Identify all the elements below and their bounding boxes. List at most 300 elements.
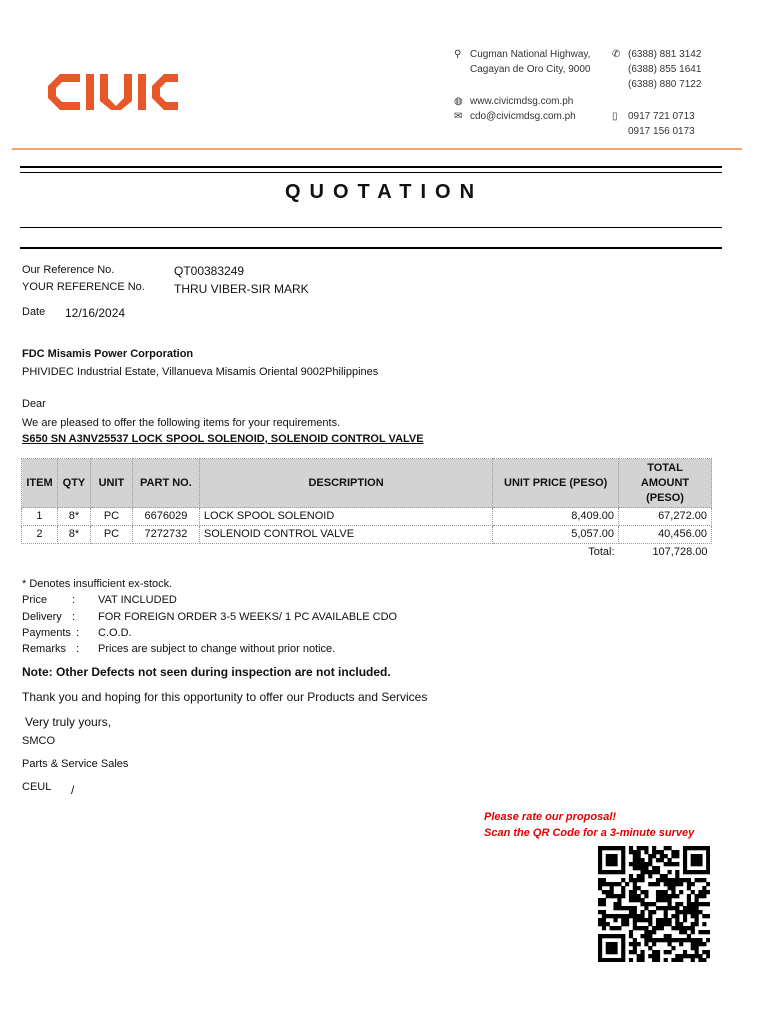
qr-module: [637, 846, 641, 850]
qr-module: [660, 898, 664, 902]
qr-module: [671, 854, 675, 858]
qr-module: [644, 894, 648, 898]
qr-module: [640, 958, 644, 962]
qr-module: [706, 862, 710, 866]
date-label: Date: [22, 306, 46, 318]
qr-module: [656, 958, 660, 962]
qr-module: [613, 958, 617, 962]
qr-module: [695, 854, 699, 858]
cell-part-no: 6676029: [132, 508, 199, 526]
qr-module: [695, 918, 699, 922]
qr-module: [644, 938, 648, 942]
qr-module: [652, 866, 656, 870]
qr-module: [629, 898, 633, 902]
qr-module: [668, 870, 672, 874]
term-colon: :: [76, 643, 80, 655]
qr-module: [617, 870, 621, 874]
qr-module: [617, 934, 621, 938]
qr-module: [633, 878, 637, 882]
qr-module: [656, 870, 660, 874]
qr-module: [671, 862, 675, 866]
qr-module: [598, 870, 602, 874]
qr-module: [648, 914, 652, 918]
qr-module: [598, 922, 602, 926]
qr-module: [702, 890, 706, 894]
civic-logo-graphic: [46, 70, 178, 114]
qr-module: [613, 942, 617, 946]
qr-module: [633, 946, 637, 950]
qr-module: [675, 938, 679, 942]
col-header-total-amount: TOTAL AMOUNT (PESO): [619, 459, 712, 508]
qr-module: [644, 934, 648, 938]
qr-module: [706, 950, 710, 954]
qr-module: [687, 902, 691, 906]
qr-module: [691, 862, 695, 866]
qr-module: [629, 850, 633, 854]
qr-module: [633, 926, 637, 930]
qr-module: [687, 926, 691, 930]
qr-module: [675, 910, 679, 914]
qr-module: [656, 866, 660, 870]
page-title: QUOTATION: [284, 181, 484, 203]
qr-module: [671, 890, 675, 894]
qr-module: [637, 866, 641, 870]
qr-module: [633, 882, 637, 886]
qr-module: [648, 858, 652, 862]
qr-module: [617, 902, 621, 906]
qr-module: [683, 938, 687, 942]
qr-module: [629, 914, 633, 918]
qr-module: [598, 878, 602, 882]
qr-module: [668, 950, 672, 954]
qr-module: [675, 850, 679, 854]
qr-module: [698, 942, 702, 946]
qr-module: [660, 850, 664, 854]
qr-module: [664, 918, 668, 922]
customer-name: FDC Misamis Power Corporation: [22, 348, 194, 360]
qr-module: [706, 846, 710, 850]
qr-module: [621, 850, 625, 854]
qr-module: [640, 870, 644, 874]
qr-module: [664, 922, 668, 926]
qr-module: [598, 866, 602, 870]
qr-module: [629, 942, 633, 946]
qr-module: [675, 914, 679, 918]
cell-unit: PC: [90, 508, 132, 526]
qr-module: [621, 942, 625, 946]
qr-module: [598, 938, 602, 942]
title-rule-top: [20, 166, 722, 168]
qr-module: [656, 938, 660, 942]
qr-module: [648, 862, 652, 866]
qr-module: [606, 854, 610, 858]
qr-module: [652, 930, 656, 934]
qr-module: [668, 942, 672, 946]
qr-module: [621, 950, 625, 954]
our-reference-label: Our Reference No.: [22, 264, 115, 276]
qr-module: [598, 862, 602, 866]
thanks-line: Thank you and hoping for this opportunity to offer our Products and Services: [22, 690, 428, 704]
qr-module: [613, 870, 617, 874]
qr-module: [644, 862, 648, 866]
qr-module: [660, 874, 664, 878]
qr-module: [668, 882, 672, 886]
qr-module: [671, 906, 675, 910]
qr-module: [706, 954, 710, 958]
qr-module: [613, 882, 617, 886]
qr-module: [610, 942, 614, 946]
qr-module: [648, 874, 652, 878]
qr-module: [702, 894, 706, 898]
cell-description: SOLENOID CONTROL VALVE: [199, 526, 492, 544]
qr-module: [695, 922, 699, 926]
qr-module: [652, 910, 656, 914]
qr-module: [629, 950, 633, 954]
qr-module: [660, 922, 664, 926]
qr-module: [683, 926, 687, 930]
qr-module: [640, 874, 644, 878]
qr-module: [637, 886, 641, 890]
our-reference-value: QT00383249: [174, 264, 245, 278]
qr-module: [637, 898, 641, 902]
qr-module: [671, 938, 675, 942]
qr-module: [675, 922, 679, 926]
qr-module: [602, 922, 606, 926]
qr-module: [629, 874, 633, 878]
qr-module: [660, 918, 664, 922]
section-rule: [20, 247, 722, 249]
qr-module: [621, 914, 625, 918]
qr-module: [637, 874, 641, 878]
qr-module: [664, 862, 668, 866]
qr-module: [671, 886, 675, 890]
qr-module: [598, 846, 602, 850]
qr-module: [633, 950, 637, 954]
mobile-2: 0917 156 0173: [628, 126, 695, 137]
qr-module: [664, 914, 668, 918]
qr-module: [644, 906, 648, 910]
qr-module: [660, 926, 664, 930]
qr-module: [598, 918, 602, 922]
qr-module: [598, 958, 602, 962]
qr-module: [633, 866, 637, 870]
qr-module: [633, 898, 637, 902]
qr-module: [687, 894, 691, 898]
qr-module: [613, 950, 617, 954]
qr-module: [695, 862, 699, 866]
qr-module: [668, 898, 672, 902]
cell-unit-price: 5,057.00: [493, 526, 619, 544]
qr-module: [637, 894, 641, 898]
qr-module: [610, 894, 614, 898]
website-link[interactable]: www.civicmdsg.com.ph: [470, 96, 574, 107]
qr-module: [652, 926, 656, 930]
qr-module: [640, 934, 644, 938]
address-line-2: Cagayan de Oro City, 9000: [470, 64, 591, 75]
closing-department: Parts & Service Sales: [22, 758, 129, 770]
qr-module: [656, 850, 660, 854]
qr-module: [675, 894, 679, 898]
qr-module: [698, 870, 702, 874]
qr-module: [660, 878, 664, 882]
qr-module: [691, 942, 695, 946]
company-phones: [612, 47, 702, 92]
qr-module: [668, 934, 672, 938]
qr-module: [668, 862, 672, 866]
qr-module: [598, 946, 602, 950]
qr-module: [695, 914, 699, 918]
qr-module: [687, 910, 691, 914]
qr-module: [598, 858, 602, 862]
qr-module: [610, 854, 614, 858]
qr-module: [706, 854, 710, 858]
qr-module: [598, 910, 602, 914]
qr-module: [629, 910, 633, 914]
qr-module: [698, 894, 702, 898]
qr-module: [652, 882, 656, 886]
qr-module: [671, 914, 675, 918]
cell-part-no: 7272732: [132, 526, 199, 544]
qr-module: [629, 934, 633, 938]
qr-module: [683, 862, 687, 866]
email-link[interactable]: cdo@civicmdsg.com.ph: [470, 111, 576, 122]
cell-amount: 40,456.00: [619, 526, 712, 544]
qr-module: [606, 950, 610, 954]
qr-module: [675, 954, 679, 958]
qr-module: [679, 910, 683, 914]
qr-module: [668, 906, 672, 910]
qr-module: [683, 914, 687, 918]
qr-module: [625, 922, 629, 926]
qr-module: [613, 894, 617, 898]
qr-module: [652, 870, 656, 874]
qr-module: [640, 914, 644, 918]
qr-module: [698, 938, 702, 942]
mobile-1: 0917 721 0713: [628, 111, 695, 122]
qr-module: [656, 894, 660, 898]
qr-module: [613, 906, 617, 910]
qr-module: [637, 954, 641, 958]
qr-module: [637, 918, 641, 922]
qr-module: [621, 870, 625, 874]
cell-description: LOCK SPOOL SOLENOID: [199, 508, 492, 526]
qr-module: [610, 946, 614, 950]
qr-module: [648, 934, 652, 938]
items-table: [21, 458, 712, 561]
qr-module: [683, 850, 687, 854]
qr-module: [625, 918, 629, 922]
qr-module: [691, 858, 695, 862]
qr-module: [695, 950, 699, 954]
cell-unit: PC: [90, 526, 132, 544]
qr-module: [675, 918, 679, 922]
qr-module: [606, 894, 610, 898]
qr-module: [706, 870, 710, 874]
qr-module: [606, 934, 610, 938]
qr-module: [617, 882, 621, 886]
qr-module: [702, 902, 706, 906]
qr-module: [660, 938, 664, 942]
qr-module: [679, 930, 683, 934]
qr-module: [695, 946, 699, 950]
qr-module: [629, 878, 633, 882]
cell-amount: 67,272.00: [619, 508, 712, 526]
qr-module: [691, 854, 695, 858]
qr-module: [698, 902, 702, 906]
qr-module: [633, 858, 637, 862]
qr-module: [668, 886, 672, 890]
qr-module: [675, 902, 679, 906]
qr-module: [656, 898, 660, 902]
term-remarks-label: Remarks: [22, 643, 67, 655]
qr-module: [598, 942, 602, 946]
cell-unit-price: 8,409.00: [493, 508, 619, 526]
qr-module: [640, 890, 644, 894]
qr-module: [679, 942, 683, 946]
qr-module: [602, 934, 606, 938]
qr-module: [602, 914, 606, 918]
cell-item: 2: [22, 526, 58, 544]
qr-module: [613, 846, 617, 850]
total-label: Total:: [588, 546, 615, 558]
qr-module: [648, 882, 652, 886]
your-reference-value: THRU VIBER-SIR MARK: [174, 282, 309, 296]
qr-module: [695, 898, 699, 902]
qr-module: [602, 882, 606, 886]
qr-module: [671, 926, 675, 930]
qr-module: [698, 910, 702, 914]
qr-module: [637, 862, 641, 866]
qr-module: [648, 946, 652, 950]
qr-module: [675, 906, 679, 910]
qr-module: [687, 846, 691, 850]
qr-module: [683, 878, 687, 882]
closing-regards: Very truly yours,: [25, 715, 112, 729]
qr-module: [613, 914, 617, 918]
qr-module: [602, 878, 606, 882]
qr-module: [664, 874, 668, 878]
qr-module: [629, 846, 633, 850]
qr-module: [652, 958, 656, 962]
qr-module: [683, 954, 687, 958]
qr-module: [679, 958, 683, 962]
qr-module: [610, 950, 614, 954]
envelope-icon: ✉: [454, 111, 463, 122]
qr-module: [656, 878, 660, 882]
your-reference-label: YOUR REFERENCE No.: [22, 281, 145, 293]
qr-module: [687, 870, 691, 874]
qr-module: [656, 922, 660, 926]
qr-module: [683, 918, 687, 922]
qr-module: [702, 922, 706, 926]
term-colon: :: [72, 611, 76, 623]
qr-module: [648, 930, 652, 934]
greeting: Dear: [22, 398, 46, 410]
cell-qty: 8*: [57, 526, 90, 544]
qr-module: [679, 882, 683, 886]
qr-module: [648, 954, 652, 958]
header-divider: [12, 148, 742, 150]
qr-module: [668, 878, 672, 882]
qr-module: [671, 958, 675, 962]
qr-module: [610, 914, 614, 918]
qr-module: [606, 942, 610, 946]
qr-module: [621, 922, 625, 926]
qr-module: [621, 862, 625, 866]
qr-module: [633, 942, 637, 946]
qr-module: [606, 958, 610, 962]
qr-module: [702, 930, 706, 934]
cell-qty: 8*: [57, 508, 90, 526]
qr-module: [621, 858, 625, 862]
qr-module: [617, 926, 621, 930]
qr-module: [617, 894, 621, 898]
qr-module: [691, 870, 695, 874]
col-header-item: ITEM: [22, 459, 58, 508]
qr-module: [687, 886, 691, 890]
qr-module: [602, 846, 606, 850]
qr-module: [637, 858, 641, 862]
qr-module: [702, 886, 706, 890]
qr-module: [660, 854, 664, 858]
qr-module: [633, 918, 637, 922]
qr-module: [640, 878, 644, 882]
qr-module: [606, 914, 610, 918]
qr-module: [695, 878, 699, 882]
qr-module: [610, 858, 614, 862]
qr-module: [617, 906, 621, 910]
qr-module: [675, 870, 679, 874]
qr-module: [695, 906, 699, 910]
qr-module: [698, 862, 702, 866]
qr-module: [633, 854, 637, 858]
qr-module: [621, 854, 625, 858]
qr-module: [640, 926, 644, 930]
qr-module: [706, 914, 710, 918]
qr-module: [668, 902, 672, 906]
qr-module: [691, 890, 695, 894]
qr-module: [706, 890, 710, 894]
qr-module: [683, 854, 687, 858]
qr-module: [668, 858, 672, 862]
qr-module: [633, 922, 637, 926]
qr-module: [664, 882, 668, 886]
qr-module: [706, 858, 710, 862]
globe-icon: ◍: [454, 96, 463, 107]
qr-module: [656, 906, 660, 910]
qr-module: [633, 914, 637, 918]
qr-module: [695, 870, 699, 874]
qr-module: [664, 958, 668, 962]
qr-module: [613, 854, 617, 858]
qr-module: [613, 946, 617, 950]
qr-module: [621, 946, 625, 950]
qr-module: [625, 906, 629, 910]
qr-module: [695, 858, 699, 862]
qr-module: [668, 938, 672, 942]
phone-icon: ✆: [612, 49, 621, 60]
qr-module: [668, 846, 672, 850]
survey-line-2: Scan the QR Code for a 3-minute survey: [484, 827, 695, 839]
qr-module: [648, 870, 652, 874]
qr-module: [664, 846, 668, 850]
location-pin-icon: ⚲: [454, 49, 462, 60]
qr-module: [702, 950, 706, 954]
survey-qr-code[interactable]: [598, 846, 710, 962]
qr-module: [621, 958, 625, 962]
qr-module: [602, 958, 606, 962]
qr-module: [691, 938, 695, 942]
